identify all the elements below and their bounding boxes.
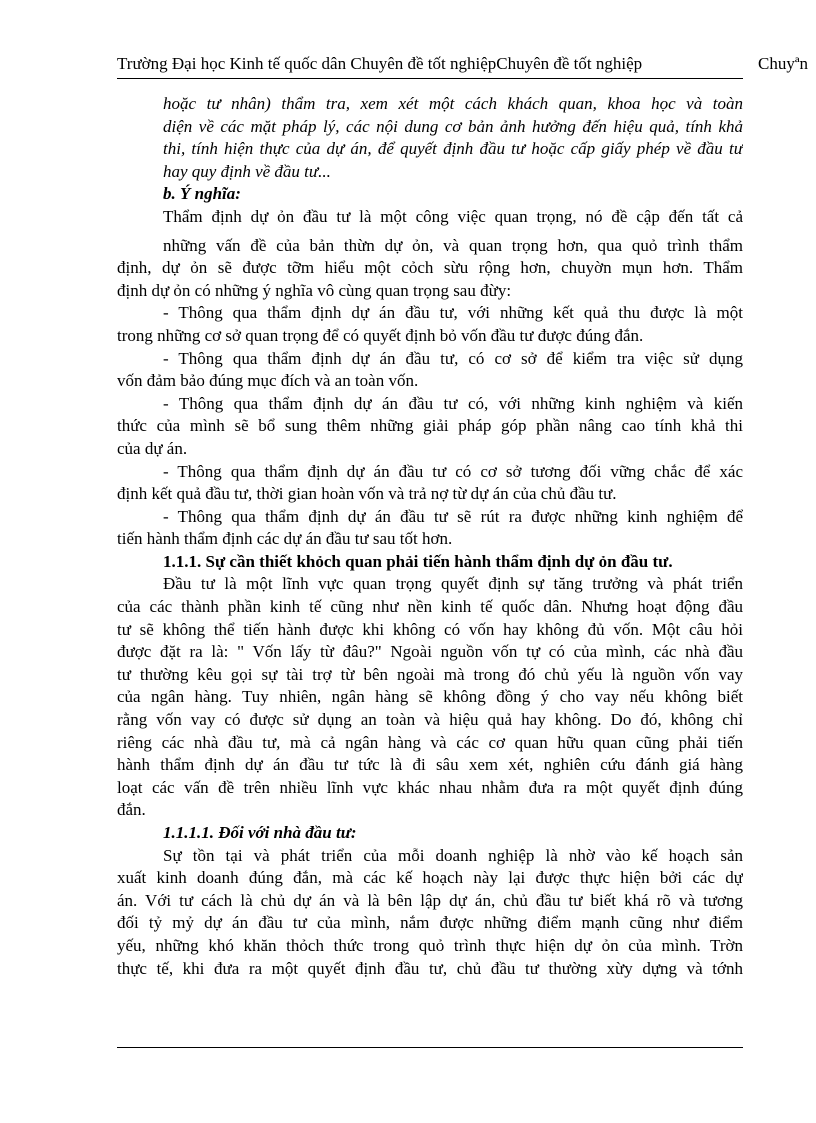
body-text	[117, 93, 743, 980]
text-line: tiến hành thẩm định các dự án đầu tư sau tốt hơn.	[117, 529, 453, 549]
text-line: - Thông qua thẩm định dự án đầu tư, có cơ sở để kiểm tra việc sử dụng	[163, 348, 743, 368]
text-line: những vấn đề của bản thừn dự ỏn, và quan trọng hơn, qua quỏ trình thẩm	[163, 235, 743, 255]
text-line: - Thông qua thẩm định dự án đầu tư sẽ rút ra được những kinh nghiệm để	[163, 506, 743, 526]
text-line: được đặt ra là: " Vốn lấy từ đâu?" Ngoài nguồn vốn tự có của mình, các nhà đầu	[117, 642, 743, 662]
header-tail: Chuyªn	[758, 54, 809, 73]
header-rule	[117, 78, 743, 79]
text-line: đắn.	[117, 800, 146, 820]
text-line: - Thông qua thẩm định dự án đầu tư có cơ sở tương đối vững chắc để xác	[163, 461, 743, 481]
text-line: vốn đảm bảo đúng mục đích và an toàn vốn.	[117, 371, 419, 391]
text-line: loạt các vấn đề trên nhiều lĩnh vực khác nhau nhằm đưa ra một quyết định đúng	[117, 777, 743, 797]
text-line: thức của mình sẽ bổ sung thêm những giải pháp góp phần nâng cao tính khả thi	[117, 416, 743, 436]
section-heading: 1.1.1. Sự cần thiết khỏch quan phải tiến hành thẩm định dự ỏn đầu tư.	[163, 551, 673, 571]
text-line: riêng các nhà đầu tư, mà cả ngân hàng và các cơ quan hữu quan cũng phải tiến	[117, 732, 743, 752]
text-line: định kết quả đầu tư, thời gian hoàn vốn và trả nợ từ dự án của chủ đầu tư.	[117, 484, 617, 504]
text-line: - Thông qua thẩm định dự án đầu tư, với những kết quả thu được là một	[163, 303, 743, 323]
text-line: thực tế, khi đưa ra một quyết định đầu tư, chủ đầu tư thường xừy dựng và tớnh	[117, 958, 743, 978]
text-line: Sự tồn tại và phát triển của mỗi doanh nghiệp là nhờ vào kế hoạch sản	[163, 845, 743, 865]
text-line: - Thông qua thẩm định dự án đầu tư có, với những kinh nghiệm và kiến	[163, 393, 743, 413]
text-line: hành thẩm định dự án đầu tư tức là đi sâu xem xét, nghiên cứu đánh giá hàng	[117, 755, 743, 775]
text-line: định, dự ỏn sẽ được tỡm hiểu một cỏch sừu rộng hơn, chuyờn mụn hơn. Thẩm	[117, 258, 743, 278]
section-heading: b. Ý nghĩa:	[163, 184, 241, 204]
text-line: án. Với tư cách là chủ dự án và là bên lập dự án, chủ đầu tư biết khá rõ và tương	[117, 890, 743, 910]
text-line: trong những cơ sở quan trọng để có quyết định bỏ vốn đầu tư được đúng đắn.	[117, 325, 644, 345]
text-line: của dự án.	[117, 438, 188, 458]
text-line: Đầu tư là một lĩnh vực quan trọng quyết định sự tăng trưởng và phát triển	[163, 574, 743, 594]
text-line: xuất kinh doanh đúng đắn, mà các kế hoạch này lại được thực hiện bởi các dự	[117, 868, 743, 888]
text-line: rằng vốn vay có được sử dụng an toàn và hiệu quả hay không. Do đó, không chỉ	[117, 710, 743, 730]
text-line: hay quy định về đầu tư...	[163, 161, 331, 181]
text-line: của các thành phần kinh tế cũng như nền kinh tế quốc dân. Nhưng hoạt động đầu	[117, 597, 743, 617]
text-line: hoặc tư nhân) thẩm tra, xem xét một cách khách quan, khoa học và toàn	[163, 94, 743, 113]
text-line: của ngân hàng. Tuy nhiên, ngân hàng sẽ không đồng ý cho vay nếu không biết	[117, 687, 743, 707]
header-title: Trường Đại học Kinh tế quốc dân Chuyên đề tốt nghiệpChuyên đề tốt nghiệp	[117, 54, 643, 73]
text-line: Thẩm định dự ỏn đầu tư là một công việc quan trọng, nó đề cập đến tất cả	[163, 206, 743, 226]
text-line: tư sẽ không thể tiến hành được khi không có vốn hay không đủ vốn. Một câu hỏi	[117, 619, 743, 639]
text-line: thi, tính hiện thực của dự án, để quyết định đầu tư hoặc cấp giấy phép về đầu tư	[163, 139, 743, 159]
text-line: đối tỷ mỷ dự án đầu tư của mình, nắm được những điểm mạnh cũng như điểm	[117, 913, 743, 933]
text-line: diện về các mặt pháp lý, các nội dung cơ bản ảnh hưởng đến hiệu quả, tính khả	[163, 116, 743, 136]
footer-rule	[117, 1047, 743, 1048]
page-header	[117, 54, 816, 78]
text-line: tư thường kêu gọi sự tài trợ từ bên ngoài mà trong đó chủ yếu là nguồn vốn vay	[117, 664, 743, 684]
text-line: định dự ỏn có những ý nghĩa vô cùng quan trọng sau đừy:	[117, 280, 512, 300]
section-heading: 1.1.1.1. Đối với nhà đầu tư:	[163, 823, 357, 842]
text-line: yếu, những khó khăn thỏch thức trong quỏ trình thực hiện dự ỏn của mình. Trờn	[117, 935, 743, 955]
